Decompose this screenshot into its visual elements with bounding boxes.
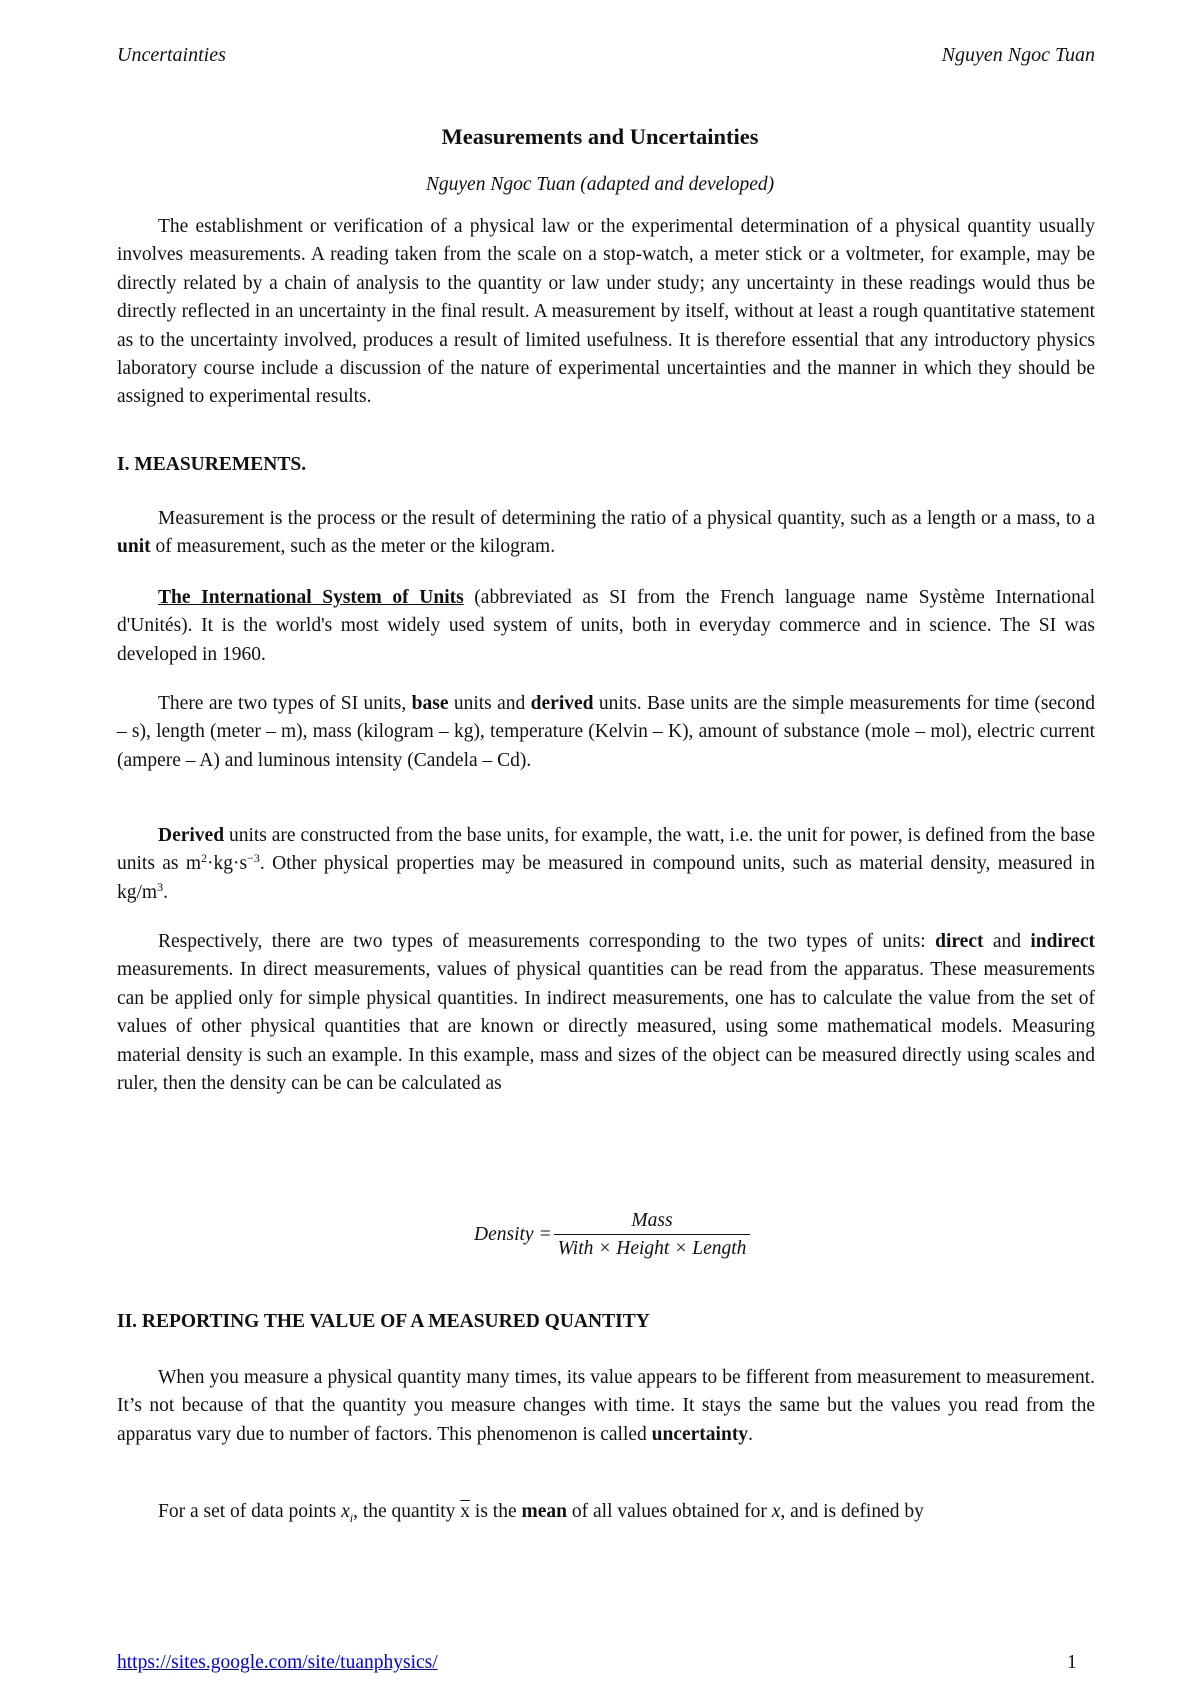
section1-p3-block [117,690,1095,775]
document-title: Measurements and Uncertainties [441,124,759,149]
text-run: and [983,931,1031,952]
text-run: units and [448,693,531,714]
header-right: Nguyen Ngoc Tuan [941,44,1095,66]
bold-term-unit: unit [117,536,151,558]
text-run: Respectively, there are two types of measurements corresponding to the two types of units: [158,931,936,952]
formula-numerator: Mass [554,1210,751,1235]
text-run: For a set of data points [158,1501,342,1522]
text-run: , the quantity [353,1501,461,1522]
text-run: . [163,881,168,903]
text-run: . [748,1423,753,1445]
section1-p2-block [117,584,1095,669]
section1-block [117,451,1095,479]
text-run: (abbreviated as SI from the French language name Système International d'Unités). It is the world's most widely used system of units, both in everyday commerce and in science. The SI was developed in 1960. [117,587,1096,665]
subscript-i: i [349,1510,354,1525]
bold-term-direct: direct [935,931,984,952]
text-run: units are constructed from the base units, for example, the watt, i.e. the unit for power, is defined from the base units as m [117,825,1095,875]
text-run: Measurement is the process or the result of determining the ratio of a physical quantity, such as a length or a mass, to a [158,508,1095,529]
bold-term-derived: Derived [158,825,225,846]
section1-paragraph-1 [117,505,1095,562]
section1-p5-block [117,928,1095,1098]
bold-term-derived: derived [530,693,594,714]
section1-paragraph-2 [117,584,1095,669]
header-left: Uncertainties [117,44,226,66]
bold-term-uncertainty: uncertainty [651,1423,749,1445]
text-run: , and is defined by [780,1501,924,1522]
section2-p2-block [117,1498,1095,1526]
section1-p1-block [117,505,1095,562]
section1-heading: I. MEASUREMENTS. [117,454,307,475]
section2-heading: II. REPORTING THE VALUE OF A MEASURED QUANTITY [117,1311,650,1332]
section1-p4-block [117,822,1095,907]
section1-paragraph-3 [117,690,1095,775]
formula-fraction [558,1210,747,1260]
bold-term-indirect: indirect [1030,931,1096,952]
section2-p1-block [117,1364,1095,1449]
text-run: . Other physical properties may be measured in compound units, such as material density, measured in kg/m [117,853,1095,903]
footer-site-link[interactable]: https://sites.google.com/site/tuanphysics/ [117,1652,438,1673]
math-var-x: x [771,1501,781,1522]
section2-paragraph-1 [117,1364,1095,1449]
math-var-x: x [341,1501,350,1522]
bold-term-base: base [411,693,449,714]
text-run: is the [470,1501,522,1522]
text-run: ·kg·s [207,853,248,875]
text-run: of all values obtained for [567,1501,772,1522]
superscript: −3 [247,851,260,866]
text-run: units. Base units are the simple measurements for time (second – s), length (meter – m), mass (kilogram – kg), temperature (Kelvin – K), amount of substance (mole – mol), electric current (ampere – A) and luminous intensity (Candela – Cd). [117,693,1095,771]
bold-term-mean: mean [521,1501,568,1522]
math-var-xbar: $\overline{x}$ [460,1501,471,1522]
superscript: 3 [157,879,164,894]
section2-paragraph-2 [117,1498,1095,1526]
text-run: When you measure a physical quantity many times, its value appears to be fifferent from measurement to measurement. It’s not because of that the quantity you measure changes with time. It stays the same but the values you read from the apparatus vary due to number of factors. This phenomenon is called [117,1367,1095,1445]
intro-paragraph: The establishment or verification of a physical law or the experimental determination of a physical quantity usually involves measurements. A reading taken from the scale on a stop-watch, a meter stick or a voltmeter, for example, may be directly related by a chain of analysis to the quantity or law under study; any uncertainty in these readings would thus be directly reflected in an uncertainty in the final result. A measurement by itself, without at least a rough quantitative statement as to the uncertainty involved, produces a result of limited usefulness. It is therefore essential that any introductory physics laboratory course include a discussion of the nature of experimental uncertainties and the manner in which they should be assigned to experimental results. [117,216,1095,408]
section1-paragraph-4 [117,822,1095,907]
density-formula [474,1210,746,1260]
superscript: 2 [201,851,208,866]
text-run: measurements. In direct measurements, values of physical quantities can be read from the apparatus. These measurements can be applied only for simple physical quantities. In indirect measurements, one has to calculate the value from the set of values of other physical quantities that are known or directly measured, using some mathematical models. Measuring material density is such an example. In this example, mass and sizes of the object can be measured directly using scales and ruler, then the density can be can be calculated as [117,959,1095,1095]
section2-block [117,1308,1095,1336]
document-subtitle: Nguyen Ngoc Tuan (adapted and developed) [425,174,775,195]
text-run: There are two types of SI units, [158,693,412,714]
section1-paragraph-5 [117,928,1095,1098]
page-number: 1 [1067,1652,1077,1673]
si-term-link: The International System of Units [158,587,464,608]
intro-block [117,213,1095,412]
formula-denominator: With × Height × Length [557,1238,747,1259]
formula-lhs: Density = [474,1224,552,1245]
text-run: of measurement, such as the meter or the kilogram. [150,536,556,558]
